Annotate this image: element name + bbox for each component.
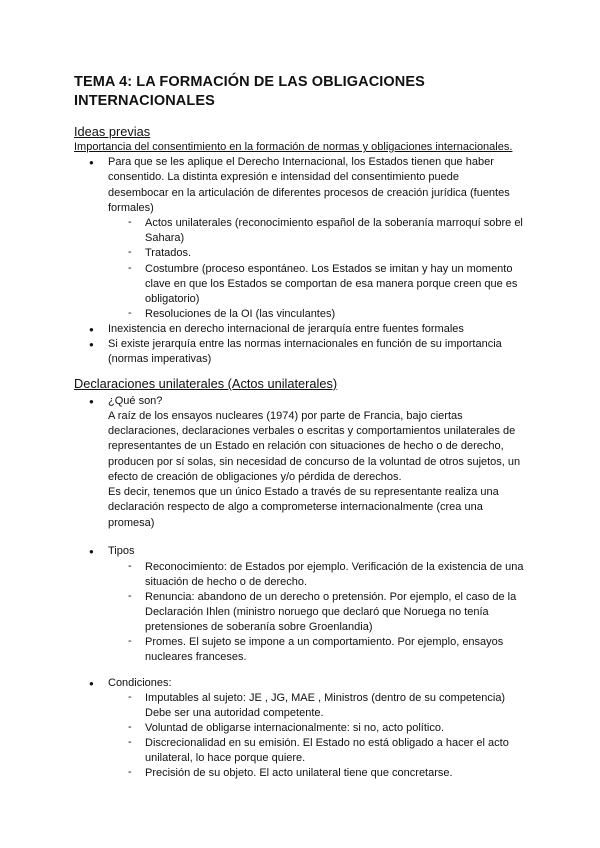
list-item-line: A raíz de los ensayos nucleares (1974) por parte de Francia, bajo ciertas — [108, 410, 463, 422]
sublist-item-line: Precisión de su objeto. El acto unilateral tiene que concretarse. — [145, 767, 453, 779]
dash-marker: - — [128, 691, 132, 703]
sublist-item-line: Actos unilaterales (reconocimiento español de la soberanía marroquí sobre el — [145, 217, 523, 229]
sublist-item-line: Promes. El sujeto se impone a un comportamiento. Por ejemplo, ensayos — [145, 636, 504, 648]
sublist-item-line: Renuncia: abandono de un derecho o pretensión. Por ejemplo, el caso de la — [145, 591, 517, 603]
sublist-item-line: Declaración Ihlen (ministro noruego que declaró que Noruega no tenía — [145, 606, 489, 618]
list-item-line: Inexistencia en derecho internacional de jerarquía entre fuentes formales — [108, 323, 464, 335]
list-item-line: declaración respecto de algo a comprometerse internacionalmente (crea una — [108, 501, 483, 513]
section-heading-declaraciones: Declaraciones unilaterales (Actos unilaterales) — [74, 376, 338, 391]
sublist-item-line: nucleares franceses. — [145, 651, 247, 663]
page-title — [74, 73, 534, 111]
list-item-line: (normas imperativas) — [108, 353, 212, 365]
sublist-item-line: Costumbre (proceso espontáneo. Los Estados se imitan y hay un momento — [145, 263, 513, 275]
sublist-item-line: Debe ser una autoridad competente. — [145, 707, 324, 719]
list-item-line: Es decir, tenemos que un único Estado a través de su representante realiza una — [108, 486, 499, 498]
list-item-line: consentido. La distinta expresión e intensidad del consentimiento puede — [108, 171, 460, 183]
list-item-line: desembocar en la articulación de diferentes procesos de creación jurídica (fuentes — [108, 187, 510, 199]
dash-marker: - — [128, 262, 132, 274]
list-item-line: ¿Qué son? — [108, 395, 163, 407]
sublist-item-line: situación de hecho o de derecho. — [145, 576, 308, 588]
list-item-line: Condiciones: — [108, 677, 172, 689]
bullet-marker: ● — [89, 679, 94, 688]
title-line-2: INTERNACIONALES — [74, 93, 215, 109]
sublist-item-line: Discrecionalidad en su emisión. El Estado no está obligado a hacer el acto — [145, 737, 509, 749]
bullet-marker: ● — [89, 397, 94, 406]
sublist-item-line: clave en que los Estados se comportan de esa manera porque creen que es — [145, 278, 518, 290]
sublist-item-line: pretensiones de soberanía sobre Groenlandia) — [145, 621, 373, 633]
dash-marker: - — [128, 216, 132, 228]
bullet-marker: ● — [89, 340, 94, 349]
list-item-line: formales) — [108, 202, 154, 214]
bullet-marker: ● — [89, 158, 94, 167]
dash-marker: - — [128, 307, 132, 319]
list-item-line: promesa) — [108, 517, 155, 529]
list-item-line: Tipos — [108, 545, 135, 557]
list-item-line: Si existe jerarquía entre las normas internacionales en función de su importancia — [108, 338, 502, 350]
dash-marker: - — [128, 590, 132, 602]
dash-marker: - — [128, 736, 132, 748]
list-item-line: producen por sí solas, sin necesidad de concurso de la voluntad de otros sujetos, un — [108, 456, 521, 468]
sublist-item-line: Imputables al sujeto: JE , JG, MAE , Ministros (dentro de su competencia) — [145, 692, 506, 704]
sublist-item-line: Reconocimiento: de Estados por ejemplo. Verificación de la existencia de una — [145, 561, 524, 573]
sublist-item-line: Resoluciones de la OI (las vinculantes) — [145, 308, 336, 320]
sublist-item-line: Tratados. — [145, 247, 192, 259]
list-item-line: efecto de creación de obligaciones y/o pérdida de derechos. — [108, 471, 402, 483]
dash-marker: - — [128, 721, 132, 733]
dash-marker: - — [128, 635, 132, 647]
list-item-line: representantes de un Estado en relación con situaciones de hecho o de derecho, — [108, 440, 504, 452]
sublist-item-line: Voluntad de obligarse internacionalmente: si no, acto político. — [145, 722, 445, 734]
section-subheading: Importancia del consentimiento en la formación de normas y obligaciones internacionales. — [74, 141, 513, 153]
sublist-item-line: Sahara) — [145, 232, 185, 244]
section-heading-ideas-previas: Ideas previas — [74, 124, 151, 139]
sublist-item-line: obligatorio) — [145, 293, 200, 305]
list-item-line: Para que se les aplique el Derecho Internacional, los Estados tienen que haber — [108, 156, 494, 168]
dash-marker: - — [128, 766, 132, 778]
title-line-1: TEMA 4: LA FORMACIÓN DE LAS OBLIGACIONES — [74, 74, 425, 90]
list-item-line: declaraciones, declaraciones verbales o escritas y comportamientos unilaterales de — [108, 425, 516, 437]
dash-marker: - — [128, 560, 132, 572]
bullet-marker: ● — [89, 547, 94, 556]
sublist-item-line: unilateral, lo hace porque quiere. — [145, 752, 306, 764]
bullet-marker: ● — [89, 325, 94, 334]
dash-marker: - — [128, 246, 132, 258]
